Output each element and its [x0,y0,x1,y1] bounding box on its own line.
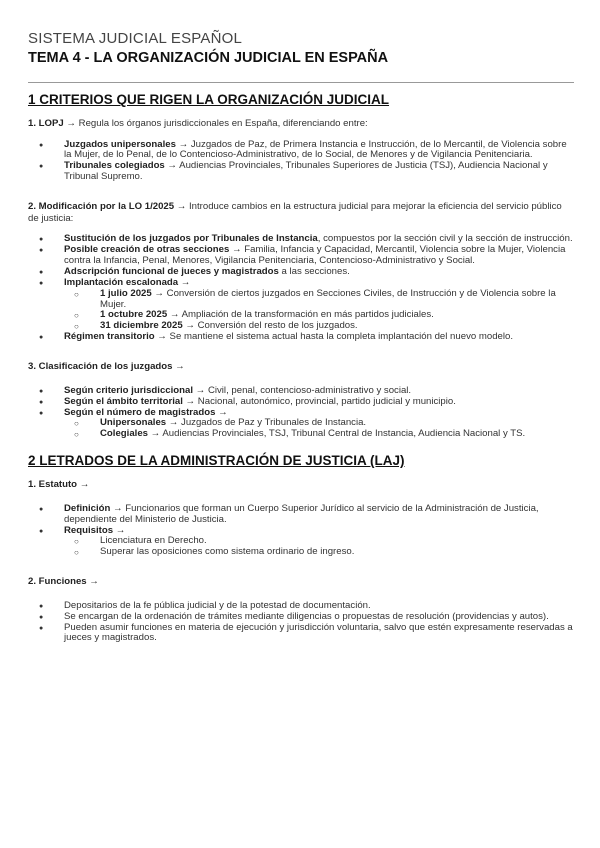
list-item: ● Pueden asumir funciones en materia de ejecución y jurisdicción voluntaria, salvo que estén expresamente reservadas a jueces y magistrados. [64,623,574,645]
list-item: ● Según el ámbito territorial → Nacional, autonómico, provincial, partido judicial y municipio. [64,397,574,408]
list-item: ● Según el número de magistrados → ○ Unipersonales → Juzgados de Paz y Tribunales de Instancia. ○ Colegiales → Audiencias Provinciales, TSJ, Tribunal Central de Instancia, Audiencia Nacional y TS. [64,408,574,441]
list-item: ● Según criterio jurisdiccional → Civil, penal, contencioso-administrativo y social. [64,386,574,397]
sub-list-item: ○ 1 julio 2025 → Conversión de ciertos juzgados en Secciones Civiles, de Instrucción y de Violencia sobre la Mujer. [100,289,574,311]
header-divider [28,82,574,83]
clasificacion-paragraph [28,361,574,373]
sub-list-item: ○ 31 diciembre 2025 → Conversión del resto de los juzgados. [100,321,574,332]
document-title: TEMA 4 - LA ORGANIZACIÓN JUDICIAL EN ESPAÑA [28,50,389,66]
modificacion-list [64,234,574,343]
lopj-list [64,140,574,184]
magistrados-sublist [100,418,574,440]
list-item: ● Implantación escalonada → ○ 1 julio 2025 → Conversión de ciertos juzgados en Secciones Civiles, de Instrucción y de Violencia sobre la Mujer. ○ 1 octubre 2025 → Ampliación de la transformación en más partidos judiciales. ○ 31 diciembre 2025 → Conversión del resto de los juzgados. [64,278,574,333]
sub-list-item: ○ Superar las oposiciones como sistema ordinario de ingreso. [100,547,574,558]
estatuto-label: 1. Estatuto → [28,479,90,491]
sub-list-item: ○ Colegiales → Audiencias Provinciales, TSJ, Tribunal Central de Instancia, Audiencia Nacional y TS. [100,429,574,440]
lopj-text: Regula los órganos jurisdiccionales en España, diferenciando entre: [75,118,368,129]
modificacion-paragraph [28,201,574,224]
list-item: ● Adscripción funcional de jueces y magistrados a las secciones. [64,267,574,278]
list-item: ● Se encargan de la ordenación de trámites mediante diligencias o propuestas de resolución (providencias y autos). [64,612,574,623]
document-subtitle: SISTEMA JUDICIAL ESPAÑOL [28,30,243,47]
funciones-paragraph [28,576,574,588]
funciones-list [64,601,574,645]
estatuto-paragraph [28,479,574,491]
lopj-label: 1. LOPJ → [28,118,76,129]
list-item: ● Depositarios de la fe pública judicial y de la potestad de documentación. [64,601,574,612]
section-2-heading: 2 LETRADOS DE LA ADMINISTRACIÓN DE JUSTICIA (LAJ) [28,453,405,469]
section-1-heading: 1 CRITERIOS QUE RIGEN LA ORGANIZACIÓN JUDICIAL [28,92,390,107]
requisitos-sublist [100,536,574,558]
document-page [28,30,574,644]
sub-list-item: ○ Licenciatura en Derecho. [100,536,574,547]
clasificacion-list [64,386,574,441]
list-item: ● Sustitución de los juzgados por Tribunales de Instancia, compuestos por la sección civil y la sección de instrucción. [64,234,574,245]
modificacion-text: Introduce cambios en la estructura judicial para mejorar la eficiencia del servicio público de justicia: [28,201,562,224]
list-item: ● Tribunales colegiados → Audiencias Provinciales, Tribunales Superiores de Justicia (TSJ), Audiencia Nacional y Tribunal Supremo. [64,161,574,183]
sub-list-item: ○ Unipersonales → Juzgados de Paz y Tribunales de Instancia. [100,418,574,429]
lopj-paragraph [28,118,574,130]
list-item: ● Juzgados unipersonales → Juzgados de Paz, de Primera Instancia e Instrucción, de lo Mercantil, de Violencia sobre la Mujer, de lo Penal, de lo Contencioso-Administrativo, de lo Social, de Menores y de Vigilancia Penitenciaria. [64,140,574,162]
funciones-label: 2. Funciones → [28,576,99,588]
implantacion-sublist [100,289,574,333]
list-item: ● Requisitos → ○ Licenciatura en Derecho. ○ Superar las oposiciones como sistema ordinario de ingreso. [64,526,574,559]
sub-list-item: ○ 1 octubre 2025 → Ampliación de la transformación en más partidos judiciales. [100,310,574,321]
modificacion-label: 2. Modificación por la LO 1/2025 → [28,201,187,213]
estatuto-list [64,504,574,559]
list-item: ● Definición → Funcionarios que forman un Cuerpo Superior Jurídico al servicio de la Administración de Justicia, dependiente del Ministerio de Justicia. [64,504,574,526]
list-item: ● Posible creación de otras secciones → Familia, Infancia y Capacidad, Mercantil, Violencia sobre la Mujer, Violencia contra la Infancia, Penal, Menores, Vigilancia Penitenciaria, Contencioso-Administrativo y Social. [64,245,574,267]
list-item: ● Régimen transitorio → Se mantiene el sistema actual hasta la completa implantación del nuevo modelo. [64,332,574,343]
clasificacion-label: 3. Clasificación de los juzgados → [28,361,185,373]
